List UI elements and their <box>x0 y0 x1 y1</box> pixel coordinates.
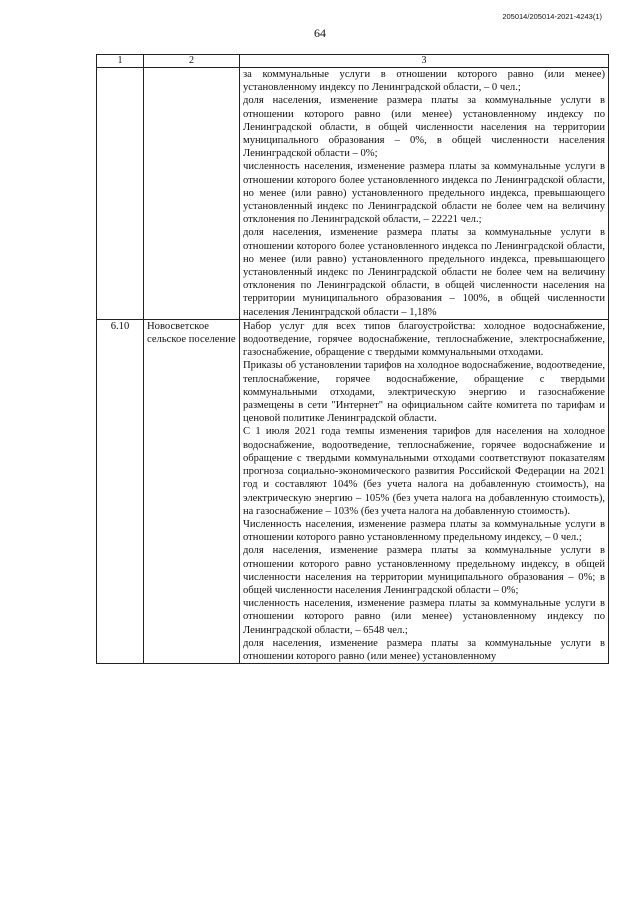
table-header-row <box>97 55 609 68</box>
description-cell <box>240 319 609 663</box>
paragraph: доля населения, изменение размера платы за коммунальные услуги в отношении которого равно (или менее) установленному индексу по Ленинградской области, в общей численности населения на территории муниципального образования – 0%, в общей численности населения Ленинградской области – 0%; <box>243 95 605 160</box>
description-cell <box>240 68 609 320</box>
paragraph: доля населения, изменение размера платы за коммунальные услуги в отношении которого равно установленному предельному индексу, в общей численности населения на территории муниципального образования – 0%; в общей численности населения Ленинградской области – 0%; <box>243 545 605 596</box>
row-number-cell <box>97 68 144 320</box>
paragraph: Численность населения, изменение размера платы за коммунальные услуги в отношении которого равно установленному предельному индексу, – 0 чел.; <box>243 518 605 544</box>
paragraph: Набор услуг для всех типов благоустройства: холодное водоснабжение, водоотведение, горячее водоснабжение, теплоснабжение, электроснабжение, газоснабжение, обращение с твердыми коммунальными отходами. <box>243 320 605 359</box>
settlement-cell <box>144 68 240 320</box>
table-row <box>97 68 609 320</box>
paragraph: за коммунальные услуги в отношении которого равно (или менее) установленному индексу по Ленинградской области, – 0 чел.; <box>243 69 605 94</box>
page-number: 64 <box>314 26 326 40</box>
header-col-2: 2 <box>144 55 240 68</box>
document-id: 205014/205014-2021-4243(1) <box>502 12 602 21</box>
paragraph: доля населения, изменение размера платы за коммунальные услуги в отношении которого равно (или менее) установленному <box>243 637 605 662</box>
header-col-3: 3 <box>240 55 609 68</box>
header-col-1: 1 <box>97 55 144 68</box>
row-number-cell: 6.10 <box>97 319 144 663</box>
settlement-cell: Новосветское сельское поселение <box>144 319 240 663</box>
table-row <box>97 319 609 663</box>
paragraph: Приказы об установлении тарифов на холодное водоснабжение, водоотведение, теплоснабжение, горячее водоснабжение, обращение с твердыми коммунальными отходами, электрическую энергию и газоснабжение размещены в сети "Интернет" на официальном сайте комитета по тарифам и ценовой политике Ленинградской области. <box>243 360 605 425</box>
tariff-table <box>96 54 609 664</box>
paragraph: численность населения, изменение размера платы за коммунальные услуги в отношении которого более установленного индекса по Ленинградской области, но менее (или равно) установленного предельного индекса, превышающего установленный индекс по Ленинградской области не более чем на величину отклонения по Ленинградской области, – 22221 чел.; <box>243 161 605 226</box>
paragraph: численность населения, изменение размера платы за коммунальные услуги в отношении которого равно (или менее) установленному индексу по Ленинградской области, – 6548 чел.; <box>243 598 605 636</box>
paragraph: доля населения, изменение размера платы за коммунальные услуги в отношении которого более установленного индекса по Ленинградской области, но менее (или равно) установленного предельного индекса, превышающего установленный индекс по Ленинградской области не более чем на величину отклонения по Ленинградской области, в общей численности населения на территории муниципального образования – 100%, в общей численности населения Ленинградской области – 1,18% <box>243 227 605 318</box>
paragraph: С 1 июля 2021 года темпы изменения тарифов для населения на холодное водоснабжение, водоотведение, теплоснабжение, горячее водоснабжение и обращение с твердыми коммунальными отходами соответствуют показателям прогноза социально-экономического развития Российской Федерации на 2021 год и составляют 104% (без учета налога на добавленную стоимость), на электрическую энергию – 105% (без учета налога на добавленную стоимость), на газоснабжение – 103% (без учета налога на добавленную стоимость). <box>243 426 605 517</box>
